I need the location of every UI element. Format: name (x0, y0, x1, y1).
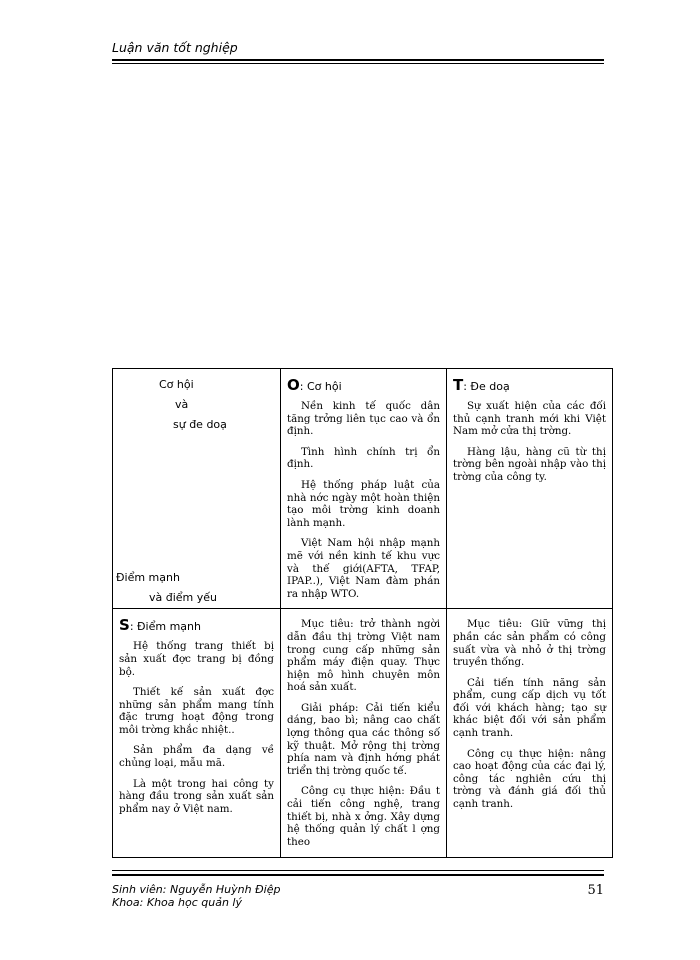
opportunity-item: Nền kinh tế quốc dân tăng trởng liên tục cao và ổn định. (287, 400, 440, 438)
page-footer (112, 868, 604, 909)
footer-rule-thin (112, 870, 604, 871)
st-strategy-item: Công cụ thực hiện: nâng cao hoạt động của các đại lý, công tác nghiên cứu thị trờng và đánh giá đối thủ cạnh tranh. (453, 747, 606, 811)
page-header (112, 40, 604, 64)
page-number: 51 (587, 883, 604, 898)
threats-cell (447, 369, 613, 609)
header-title: Luận văn tốt nghiệp (112, 40, 238, 55)
strengths-label: : Điểm mạnh (129, 620, 201, 634)
opportunities-text (281, 400, 446, 600)
strength-item: Thiết kế sản xuất đợc những sản phẩm mang tính đặc trưng hoạt động trong môi trờng khắc nhiệt.. (119, 686, 274, 736)
corner-and-label: và (175, 398, 189, 411)
opportunities-heading (281, 369, 446, 400)
strengths-cell (113, 609, 281, 858)
corner-threats-label: sự đe doạ (173, 418, 227, 431)
strength-item: Sản phẩm đa dạng về chủng loại, mẫu mã. (119, 744, 274, 770)
strength-item: Hệ thống trang thiết bị sản xuất đợc trang bị đồng bộ. (119, 640, 274, 678)
footer-rule-thick (112, 874, 604, 876)
strengths-heading (113, 609, 280, 640)
opportunities-cell (281, 369, 447, 609)
opportunity-item: Hệ thống pháp luật của nhà nớc ngày một hoàn thiện tạo môi trờng kinh doanh lành mạnh. (287, 478, 440, 529)
strengths-letter: S (119, 616, 130, 635)
so-strategy-text (281, 609, 446, 848)
so-strategy-item: Giải pháp: Cải tiến kiểu dáng, bao bì; nâng cao chất lợng thông qua các thông số kỹ thuật. Mở rộng thị trờng phía nam và định hớng phát triển thị trờng quốc tế. (287, 701, 440, 777)
corner-weaknesses-label: và điểm yếu (149, 591, 218, 604)
strength-item: Là một trong hai công ty hàng đầu trong sản xuất sản phẩm nay ở Việt nam. (119, 777, 274, 815)
st-strategy-text (447, 609, 612, 810)
opportunity-item: Việt Nam hội nhập mạnh mẽ với nền kinh tế khu vực và thế giới(AFTA, TFAP, IPAP..), Việt Nam đàm phán ra nhập WTO. (287, 537, 440, 600)
header-rule-thin (112, 63, 604, 64)
opportunities-label: : Cơ hội (299, 380, 342, 393)
threat-item: Sự xuất hiện của các đối thủ cạnh tranh mới khi Việt Nam mở cửa thị trờng. (453, 400, 606, 438)
st-strategy-item: Mục tiêu: Giữ vững thị phần các sản phẩm có công suất vừa và nhỏ ở thị trờng truyền thống. (453, 618, 606, 669)
threats-letter: T (453, 376, 464, 394)
threats-text (447, 400, 612, 484)
corner-cell (113, 369, 281, 609)
swot-matrix (112, 368, 613, 858)
footer-faculty: Khoa: Khoa học quản lý (112, 896, 242, 909)
threat-item: Hàng lậu, hàng cũ từ thị trờng bên ngoài nhập vào thị trờng của công ty. (453, 445, 606, 483)
corner-strengths-label: Điểm mạnh (116, 571, 180, 584)
st-strategy-item: Cải tiến tính năng sản phẩm, cung cấp dịch vụ tốt đối với khách hàng; tạo sự khác biệt đối với sản phẩm cạnh tranh. (453, 676, 606, 740)
footer-student: Sinh viên: Nguyễn Huỳnh Điệp (112, 883, 281, 896)
so-strategy-item: Mục tiêu: trở thành ngời dẫn đầu thị trờng Việt nam trong cung cấp những sản phẩm máy điện quay. Thực hiện mô hình chuyên môn hoá sản xuất. (287, 618, 440, 694)
corner-opportunities-label: Cơ hội (159, 378, 194, 391)
opportunities-letter: O (287, 376, 300, 394)
threats-heading (447, 369, 612, 400)
opportunity-item: Tình hình chính trị ổn định. (287, 445, 440, 471)
st-strategy-cell (447, 609, 613, 858)
threats-label: : Đe doạ (463, 380, 510, 393)
strengths-text (113, 640, 280, 815)
so-strategy-cell (281, 609, 447, 858)
header-rule-thick (112, 59, 604, 61)
so-strategy-item: Công cụ thực hiện: Đầu t cải tiến công nghệ, trang thiết bị, nhà x ởng. Xây dựng hệ thống quản lý chất l ợng theo (287, 785, 440, 848)
